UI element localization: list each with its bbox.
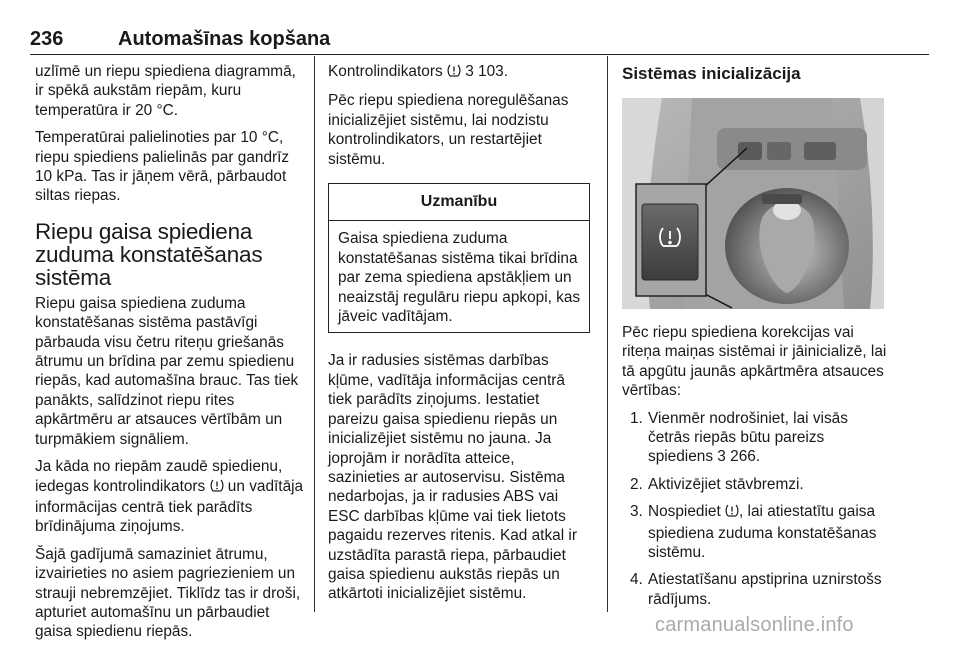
center-console-photo — [622, 98, 884, 309]
paragraph: Pēc riepu spiediena noregulēšanas inicializējiet sistēmu, lai nodzistu kontrolindikators, un restartējiet sistēmu. — [328, 92, 569, 168]
steps-list — [622, 409, 892, 610]
column-3 — [622, 62, 892, 617]
step-number: 4. — [630, 571, 643, 589]
notice-body: Gaisa spiediena zuduma konstatēšanas sistēma tikai brīdina par zema spiediena apstākļiem un neaizstāj regulāru riepu apkopi, kas jāveic vadītājam. — [338, 230, 581, 326]
step-number: 1. — [630, 409, 643, 427]
notice-title: Uzmanību — [329, 184, 589, 221]
page-reference[interactable]: 3 103. — [460, 63, 508, 80]
step-number: 2. — [630, 475, 643, 493]
paragraph: Temperatūrai palielinoties par 10 °C, riepu spiediens palielinās par gandrīz 10 kPa. Tas ir jāņem vērā, pārbaudot siltas riepas. — [35, 129, 290, 205]
paragraph: Riepu gaisa spiediena zuduma konstatēšanas sistēma pastāvīgi pārbauda visu četru riteņu griešanās ātrumu un brīdina par zemu spiedienu riepās, kad automašīna brauc. Tas tiek panākts, salīdzinot riepu rites apkārtmēru ar atsauces vērtībām un turpmākiem signāliem. — [35, 294, 299, 448]
page-number: 236 — [30, 28, 64, 50]
step-text: , lai atiestatītu gaisa spiediena zuduma konstatēšanas sistēmu. — [648, 503, 877, 562]
column-divider-2 — [607, 56, 608, 612]
paragraph — [328, 62, 590, 83]
page-header — [30, 28, 930, 50]
paragraph: Šajā gadījumā samaziniet ātrumu, izvairieties no asiem pagriezieniem un strauji nebremzējiet. Tiklīdz tas ir droši, apturiet automašīnu un pārbaudiet gaisa spiedienu riepās. — [35, 545, 301, 641]
tire-pressure-warning-icon — [447, 63, 461, 83]
step-number: 3. — [630, 503, 643, 521]
header-divider — [30, 54, 929, 55]
column-divider-1 — [314, 56, 315, 612]
paragraph — [35, 457, 305, 537]
tire-pressure-warning-icon — [725, 503, 739, 523]
step-text: Atiestatīšanu apstiprina uznirstošs rādījums. — [648, 571, 882, 608]
column-1 — [35, 62, 305, 650]
subsection-heading: Sistēmas inicializācija — [622, 64, 801, 83]
paragraph: uzlīmē un riepu spiediena diagrammā, ir spēkā aukstām riepām, kuru temperatūra ir 20 °C. — [35, 63, 296, 119]
list-item — [622, 475, 892, 494]
notice-box — [328, 183, 590, 333]
step-text: Aktivizējiet stāvbremzi. — [648, 475, 804, 493]
paragraph-text: Ja kāda no riepām zaudē spiedienu, iedegas kontrolindikators — [35, 458, 283, 495]
list-item — [622, 409, 892, 467]
column-2 — [328, 62, 590, 612]
section-heading: Riepu gaisa spiediena zuduma konstatēšanas sistēma — [35, 218, 263, 290]
paragraph: Ja ir radusies sistēmas darbības kļūme, vadītāja informācijas centrā tiek parādīts ziņojums. Iestatiet pareizu gaisa spiedienu riepās un inicializējiet sistēmu no jauna. Ja joprojām ir norādīta atteice, sazinieties ar autoservisu. Sistēma nedarbojas, ja ir radusies ABS vai ESC darbības kļūme vai tiek lietots pagaidu rezerves ritenis. Kad atkal ir uzstādīta parastā riepa, pārbaudiet gaisa spiedienu aukstās riepās un atkārtoti inicializējiet sistēmu. — [328, 352, 577, 603]
paragraph: Pēc riepu spiediena korekcijas vai riteņa maiņas sistēmai ir jāinicializē, lai tā apgūtu jaunās apkārtmēra atsauces vērtības: — [622, 324, 887, 400]
list-item — [622, 502, 892, 562]
list-item — [622, 570, 892, 609]
paragraph-text: Kontrolindikators — [328, 63, 447, 80]
step-text: Vienmēr nodrošiniet, lai visās četrās riepās būtu pareizs spiediens 3 266. — [648, 409, 848, 466]
chapter-title: Automašīnas kopšana — [118, 28, 331, 50]
tire-pressure-warning-icon — [210, 478, 224, 498]
watermark: carmanualsonline.info — [655, 614, 854, 636]
step-text: Nospiediet — [648, 503, 725, 521]
paragraph-text: un vadītāja informācijas centrā tiek parādīts brīdinājuma ziņojums. — [35, 477, 304, 536]
